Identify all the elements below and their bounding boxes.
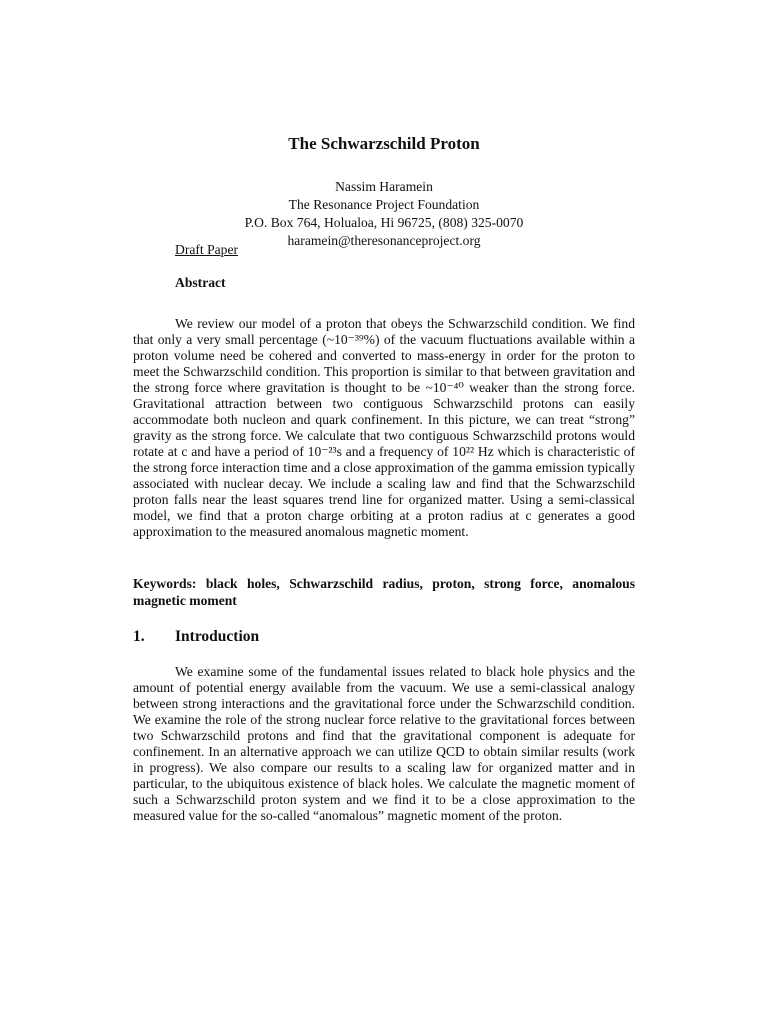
abstract-paragraph [133, 316, 635, 540]
abstract-heading: Abstract [175, 275, 226, 290]
author-name: Nassim Haramein [335, 179, 433, 194]
abstract-text: We review our model of a proton that obeys the Schwarzschild condition. We find that only a very small percentage (~10⁻³⁹%) of the vacuum fluctuations available within a proton volume need be cohered and converted to mass-energy in order for the proton to meet the Schwarzschild condition. This proportion is similar to that between gravitation and the strong force where gravitation is thought to be ~10⁻⁴⁰ weaker than the strong force. Gravitational attraction between two contiguous Schwarzschild protons can easily accommodate both nucleon and quark confinement. In this picture, we can treat “strong” gravity as the strong force. We calculate that two contiguous Schwarzschild protons would rotate at c and have a period of 10⁻²³s and a frequency of 10²² Hz which is characteristic of the strong force interaction time and a close approximation of the gamma emission typically associated with nuclear decay. We include a scaling law and find that the Schwarzschild proton falls near the least squares trend line for organized matter. Using a semi-classical model, we find that a proton charge orbiting at a proton radius at c generates a good approximation to the measured anomalous magnetic moment. [133, 316, 635, 539]
intro-paragraph [133, 664, 635, 824]
intro-text: We examine some of the fundamental issues related to black hole physics and the amount of potential energy available from the vacuum. We use a semi-classical analogy between strong interactions and the gravitational force under the Schwarzschild condition. We examine the role of the strong nuclear force relative to the gravitational forces between two Schwarzschild protons and find that the gravitational component is adequate for confinement. In an alternative approach we can utilize QCD to obtain similar results (work in progress). We also compare our results to a scaling law for organized matter and in particular, to the ubiquitous existence of black holes. We calculate the magnetic moment of such a Schwarzschild proton system and we find it to be a close approximation to the measured value for the so-called “anomalous” magnetic moment of the proton. [133, 664, 635, 823]
section-number: 1. [133, 628, 145, 645]
section-heading [133, 628, 259, 646]
author-block [0, 178, 768, 250]
draft-label: Draft Paper [175, 242, 239, 257]
address: P.O. Box 764, Holualoa, Hi 96725, (808) 325-0070 [244, 215, 524, 230]
section-title: Introduction [175, 628, 260, 645]
keywords: Keywords: black holes, Schwarzschild radius, proton, strong force, anomalous magnetic moment [133, 576, 635, 608]
email: haramein@theresonanceproject.org [287, 233, 481, 248]
paper-title: The Schwarzschild Proton [288, 134, 480, 153]
affiliation: The Resonance Project Foundation [288, 197, 480, 212]
